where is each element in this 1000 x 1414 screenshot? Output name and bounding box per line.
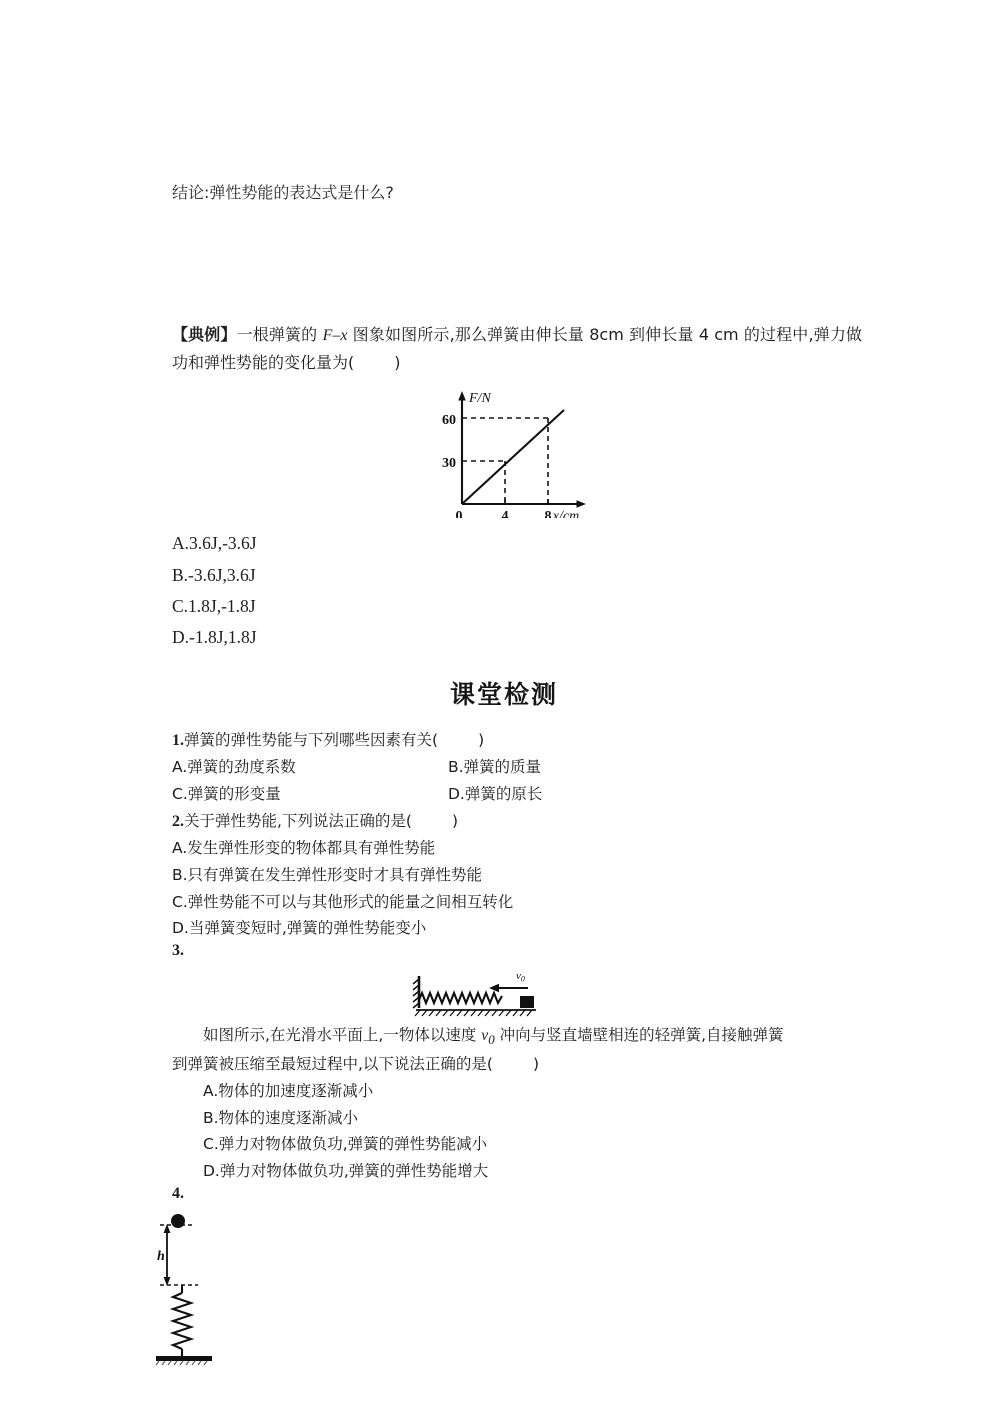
question-1-stem (172, 727, 860, 755)
question-3-option-a[interactable]: A.物体的加速度逐渐减小 (203, 1081, 374, 1100)
fx-graph-container (148, 386, 860, 518)
ball (171, 1214, 185, 1228)
x-axis-arrow (577, 501, 587, 509)
question-3-close: ) (532, 1055, 540, 1074)
question-2-text: 关于弹性势能,下列说法正确的是( (184, 811, 412, 830)
question-3-var-v0: $v_0$ (481, 1026, 495, 1047)
spring-wall-svg (410, 966, 560, 1020)
question-1-options-row-2 (172, 781, 860, 808)
page-content (148, 180, 860, 1367)
question-3-option-d[interactable]: D.弹力对物体做负功,弹簧的弹性势能增大 (203, 1161, 489, 1180)
base-plate (156, 1356, 212, 1361)
ground-hatching (415, 1010, 532, 1016)
height-label: h (157, 1248, 165, 1264)
conclusion-line: 结论:弹性势能的表达式是什么? (172, 183, 394, 202)
example-variable-fx: F–x (322, 327, 348, 344)
question-3-number: 3. (172, 941, 184, 959)
question-3 (172, 1022, 860, 1185)
question-1-options-row-1 (172, 754, 860, 781)
question-3-option-b[interactable]: B.物体的速度逐渐减小 (203, 1108, 359, 1127)
question-1-number: 1. (172, 731, 184, 749)
example-option-a[interactable]: A.3.6J,-3.6J (172, 533, 257, 554)
section-title: 课堂检测 (449, 679, 558, 709)
question-2-option-d[interactable]: D.当弹簧变短时,弹簧的弹性势能变小 (172, 919, 427, 938)
question-2-number: 2. (172, 812, 184, 830)
vertical-spring-coil (173, 1293, 191, 1349)
vertical-spacer (148, 203, 860, 321)
question-1 (172, 727, 860, 808)
fx-graph (416, 386, 606, 523)
question-4-number: 4. (172, 1184, 184, 1202)
question-2-option-a[interactable]: A.发生弹性形变的物体都具有弹性势能 (172, 839, 436, 858)
question-2-option-b[interactable]: B.只有弹簧在发生弹性形变时才具有弹性势能 (172, 865, 483, 884)
question-4-figure-container (148, 1207, 860, 1367)
vertical-spring-svg (142, 1207, 252, 1367)
question-1-text: 弹簧的弹性势能与下列哪些因素有关( (184, 730, 439, 749)
question-3-text-a: 如图所示,在光滑水平面上,一物体以速度 (203, 1025, 482, 1044)
velocity-label: $v_0$ (516, 969, 525, 984)
y-tick-label-30: 30 (442, 456, 456, 472)
spring-wall-figure (410, 966, 560, 1025)
example-body-part3: ) (394, 353, 401, 373)
question-2 (172, 808, 860, 942)
example-tag: 【典例】 (172, 325, 237, 344)
question-3-stem-line2 (172, 1051, 860, 1078)
example-body-part1: 一根弹簧的 (236, 325, 323, 344)
question-3-text-b: 冲向与竖直墙壁相连的轻弹簧,自接触弹簧 (494, 1025, 784, 1044)
example-paragraph (172, 321, 862, 376)
origin-label: 0 (455, 509, 463, 519)
question-3-text-c: 到弹簧被压缩至最短过程中,以下说法正确的是( (172, 1055, 493, 1074)
x-axis-label: x/cm (552, 509, 580, 519)
question-1-option-c[interactable]: C.弹簧的形变量 (172, 785, 281, 804)
block (520, 996, 534, 1008)
question-1-option-d[interactable]: D.弹簧的原长 (448, 785, 543, 804)
question-1-option-b[interactable]: B.弹簧的质量 (448, 758, 542, 777)
example-body-part2: 图象如图所示,那么弹簧由伸长量 8cm 到伸长量 4 cm 的过程中,弹力做功和弹性势能的变化量为( (172, 325, 862, 373)
question-3-figure-container (148, 966, 860, 1022)
y-axis-label: F/N (469, 391, 491, 407)
example-option-b[interactable]: B.-3.6J,3.6J (172, 564, 256, 585)
x-tick-label-8: 8 (544, 509, 552, 519)
question-3-stem-line1 (172, 1022, 860, 1051)
y-tick-label-60: 60 (442, 413, 456, 429)
example-options (172, 528, 860, 653)
example-option-c[interactable]: C.1.8J,-1.8J (172, 595, 256, 616)
question-3-option-c[interactable]: C.弹力对物体做负功,弹簧的弹性势能减小 (203, 1135, 488, 1154)
example-option-d[interactable]: D.-1.8J,1.8J (172, 626, 257, 647)
fx-graph-svg (416, 386, 606, 518)
question-2-stem (172, 808, 860, 836)
question-2-option-c[interactable]: C.弹性势能不可以与其他形式的能量之间相互转化 (172, 892, 514, 911)
vertical-spring-figure (142, 1207, 252, 1372)
base-hatching (156, 1361, 207, 1365)
question-1-close: ) (478, 730, 485, 749)
question-2-close: ) (451, 811, 459, 830)
x-tick-label-4: 4 (501, 509, 509, 519)
y-axis-arrow (458, 391, 466, 401)
question-1-option-a[interactable]: A.弹簧的劲度系数 (172, 758, 296, 777)
spring-coil (419, 993, 502, 1003)
